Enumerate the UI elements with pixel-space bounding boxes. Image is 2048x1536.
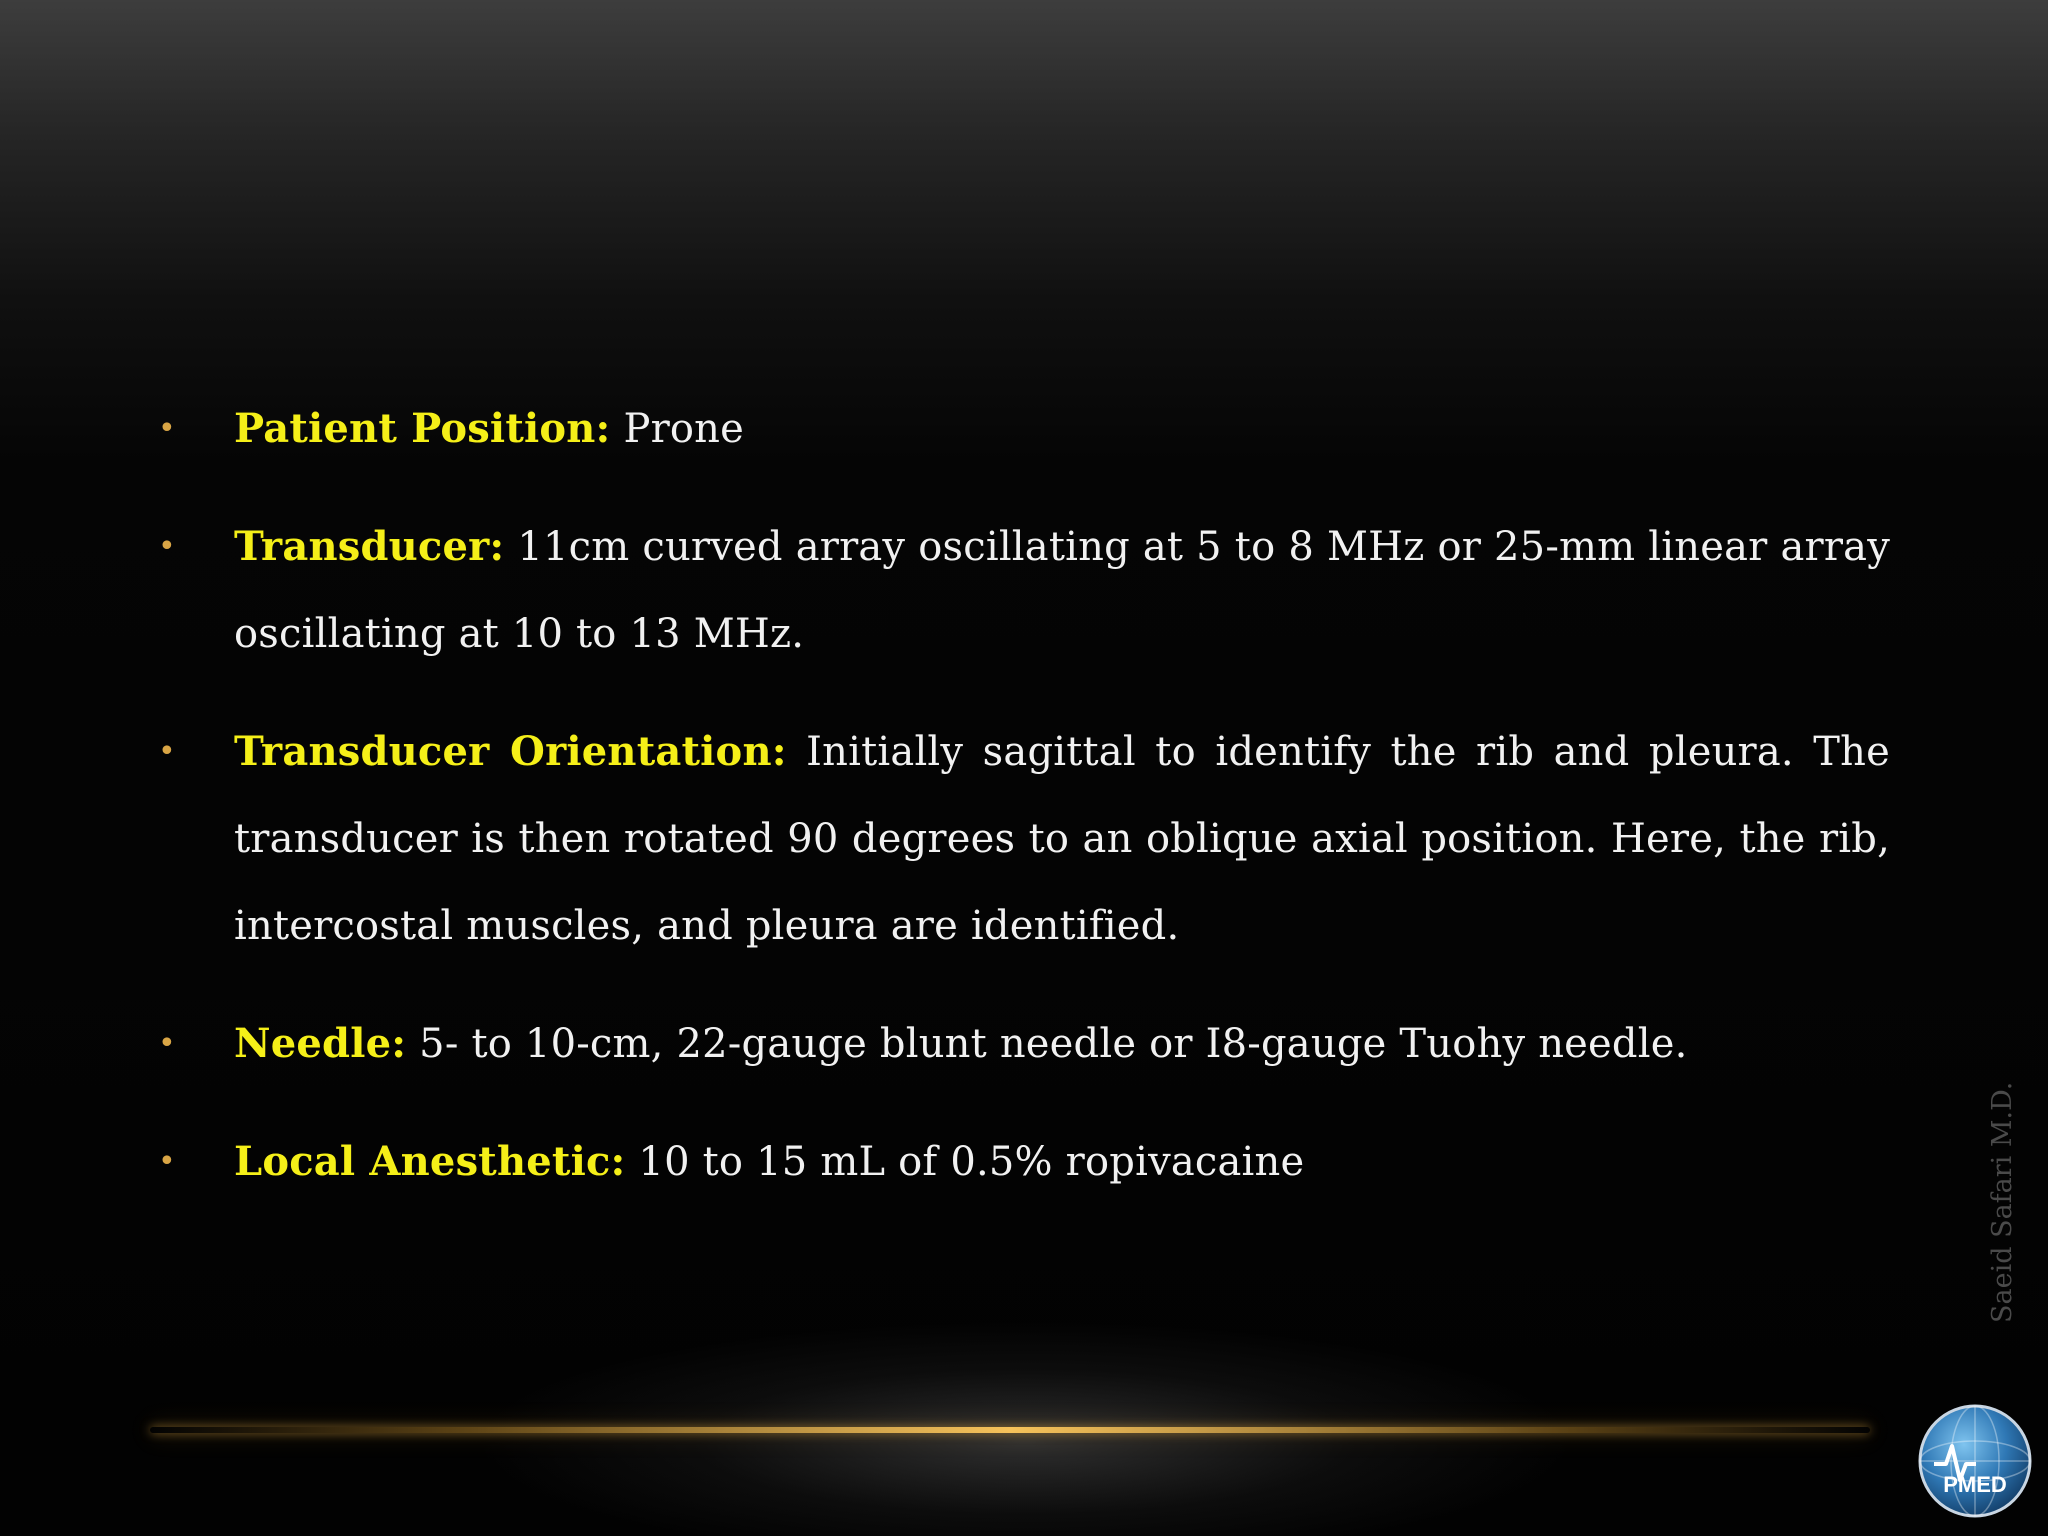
bullet-icon: • [158,411,176,446]
bullet-list [150,385,1890,1236]
bullet-term: Local Anesthetic: [234,1138,626,1185]
bullet-item-transducer [150,503,1890,678]
logo-label: PMED [1943,1472,2007,1497]
bullet-text: 10 to 15 mL of 0.5% ropivacaine [638,1139,1305,1185]
bullet-term: Transducer: [234,523,505,570]
bullet-text: Initially sagittal to identify the rib and pleura. The transducer is then rotated 90 degrees to an oblique axial position. Here, the rib, intercostal muscles, and pleura are identified. [234,729,1890,949]
bullet-text: 5- to 10-cm, 22-gauge blunt needle or I8-gauge Tuohy needle. [419,1021,1688,1067]
bullet-term: Needle: [234,1020,407,1067]
author-watermark: Saeid Safari M.D. [1987,1081,2018,1323]
bullet-icon: • [158,734,176,769]
bullet-term: Transducer Orientation: [234,728,787,775]
bullet-icon: • [158,1144,176,1179]
bullet-item-patient-position [150,385,1890,473]
bullet-text: 11cm curved array oscillating at 5 to 8 MHz or 25-mm linear array oscillating at 10 to 13 MHz. [234,524,1890,657]
bullet-icon: • [158,1026,176,1061]
bullet-item-transducer-orientation [150,708,1890,970]
bullet-text: Prone [623,406,745,452]
pmed-logo-icon [1916,1402,2034,1520]
bullet-item-needle [150,1000,1890,1088]
bullet-item-local-anesthetic [150,1118,1890,1206]
bullet-icon: • [158,529,176,564]
bullet-term: Patient Position: [234,405,611,452]
